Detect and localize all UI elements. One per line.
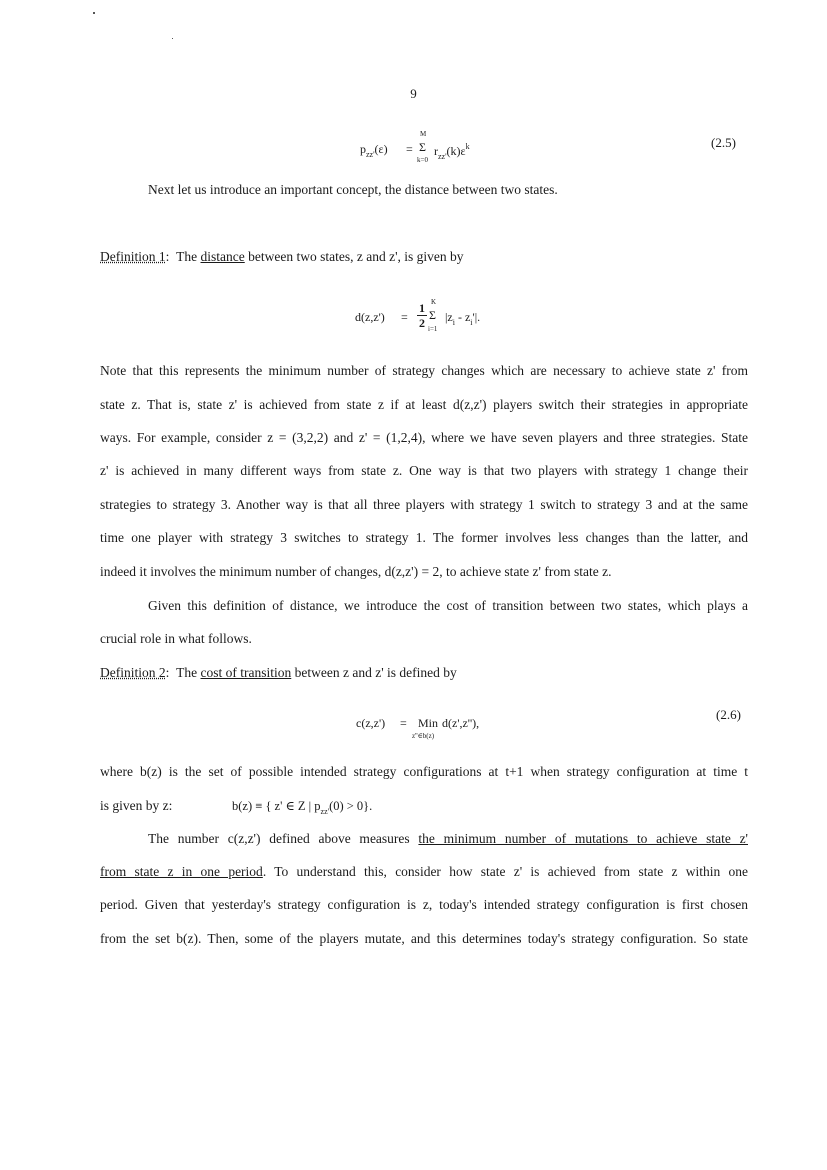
paragraph-1-line: time one player with strategy 3 switches to strategy 1. The former involves less changes than the latter, and xyxy=(100,530,748,545)
definition-1-text-after: between two states, z and z', is given by xyxy=(244,249,464,264)
definition-1-label: Definition 1 xyxy=(100,249,166,264)
definition-1-text-before: The xyxy=(176,249,201,264)
sum-bottom: k=0 xyxy=(417,156,428,164)
paragraph-4-line xyxy=(148,831,748,847)
dist-body-sub2: i xyxy=(470,318,473,327)
paragraph-1-line: state z. That is, state z' is achieved from state z if at least d(z,z') players switch their strategies in appropriate xyxy=(100,397,748,412)
paragraph-3-line: is given by z: xyxy=(100,798,173,813)
intro-line: Next let us introduce an important concept, the distance between two states. xyxy=(148,182,558,197)
paragraph-1-line: Note that this represents the minimum number of strategy changes which are necessary to achieve state z' from xyxy=(100,363,748,378)
equation-2-5 xyxy=(360,130,540,166)
definition-2-label: Definition 2 xyxy=(100,665,166,680)
equation-number-2-6: (2.6) xyxy=(716,707,741,722)
page-number: 9 xyxy=(410,86,417,101)
paragraph-4-line2-text: . To understand this, consider how state z' is achieved from state z within one xyxy=(262,864,748,879)
equation-number-2-5: (2.5) xyxy=(711,135,736,150)
dist-sum-sign: Σ xyxy=(429,308,436,322)
dist-equals: = xyxy=(401,310,408,324)
paragraph-1-line: z' is achieved in many different ways from state z. One way is that two players with strategy 1 change their xyxy=(100,463,748,478)
definition-2-text-after: between z and z' is defined by xyxy=(291,665,457,680)
definition-1-colon: : xyxy=(165,249,170,264)
sum-sign: Σ xyxy=(419,140,426,154)
eq-term-rest: (k)ε xyxy=(446,144,466,158)
dist-sum-bottom: i=1 xyxy=(428,325,438,333)
paragraph-4-line1-text: The number c(z,z') defined above measures xyxy=(148,831,419,846)
definition-1 xyxy=(100,249,464,265)
paragraph-4-line xyxy=(100,864,748,880)
paragraph-2-line: Given this definition of distance, we introduce the cost of transition between two states, which plays a xyxy=(148,598,748,613)
bz-lhs: b(z) xyxy=(232,799,253,813)
bz-rhs-close: (0) > 0}. xyxy=(329,799,373,813)
equation-2-6 xyxy=(356,712,516,748)
paragraph-4-line1-emphasis: the minimum number of mutations to achieve state z' xyxy=(418,831,748,846)
paragraph-3-line: where b(z) is the set of possible intended strategy configurations at t+1 when strategy configuration at time t xyxy=(100,764,748,779)
dist-body: |z xyxy=(445,310,453,324)
cost-min: Min xyxy=(418,716,439,730)
bz-rhs-sub: zz' xyxy=(320,807,330,816)
definition-2-term: cost of transition xyxy=(200,665,292,680)
paragraph-1-line: ways. For example, consider z = (3,2,2) and z' = (1,2,4), where we have seven players and three strategies. State xyxy=(100,430,748,445)
eq-lhs-arg: (ε) xyxy=(374,142,388,156)
eq-lhs-sub: zz' xyxy=(366,150,375,159)
bz-rhs-open: { z' ∈ Z | p xyxy=(265,799,321,813)
paragraph-1-line: indeed it involves the minimum number of changes, d(z,z') = 2, to achieve state z' from state z. xyxy=(100,564,612,579)
scan-speck xyxy=(172,38,173,39)
scan-speck xyxy=(93,12,95,14)
paragraph-4-line: from the set b(z). Then, some of the players mutate, and this determines today's strategy configuration. So state xyxy=(100,931,748,946)
paragraph-2-line: crucial role in what follows. xyxy=(100,631,252,646)
definition-2 xyxy=(100,665,457,681)
paragraph-4-line2-emphasis: from state z in one period xyxy=(100,864,263,879)
definition-1-term: distance xyxy=(200,249,245,264)
definition-2-colon: : xyxy=(165,665,170,680)
dist-body-sub: i xyxy=(452,318,455,327)
paragraph-1-line: strategies to strategy 3. Another way is that all three players with strategy 1 switch to strategy 3 and at the same xyxy=(100,497,748,512)
eq-lhs: p xyxy=(360,142,366,156)
bz-equiv: ≡ xyxy=(255,799,263,813)
eq-term-sup: k xyxy=(465,142,470,151)
dist-fraction xyxy=(417,302,427,329)
cost-equals: = xyxy=(400,716,407,730)
eq-term: r xyxy=(434,144,438,158)
eq-term-sub: zz' xyxy=(438,152,447,161)
paragraph-4-line: period. Given that yesterday's strategy configuration is z, today's intended strategy configuration is first chosen xyxy=(100,897,748,912)
dist-frac-num: 1 xyxy=(419,301,425,315)
equation-distance xyxy=(355,298,515,338)
dist-lhs: d(z,z') xyxy=(355,310,385,324)
eq-equals: = xyxy=(406,142,413,156)
definition-2-text-before: The xyxy=(176,665,201,680)
cost-lhs: c(z,z') xyxy=(356,716,386,730)
dist-body-end: '|. xyxy=(472,310,481,324)
dist-frac-den: 2 xyxy=(419,316,425,330)
cost-rhs: d(z',z''), xyxy=(442,716,480,730)
equation-bz xyxy=(232,798,372,816)
sum-top: M xyxy=(420,130,427,138)
dist-body-mid: - z xyxy=(454,310,471,324)
cost-min-sub: z''∈b(z) xyxy=(412,732,435,740)
dist-sum-top: K xyxy=(431,298,437,306)
